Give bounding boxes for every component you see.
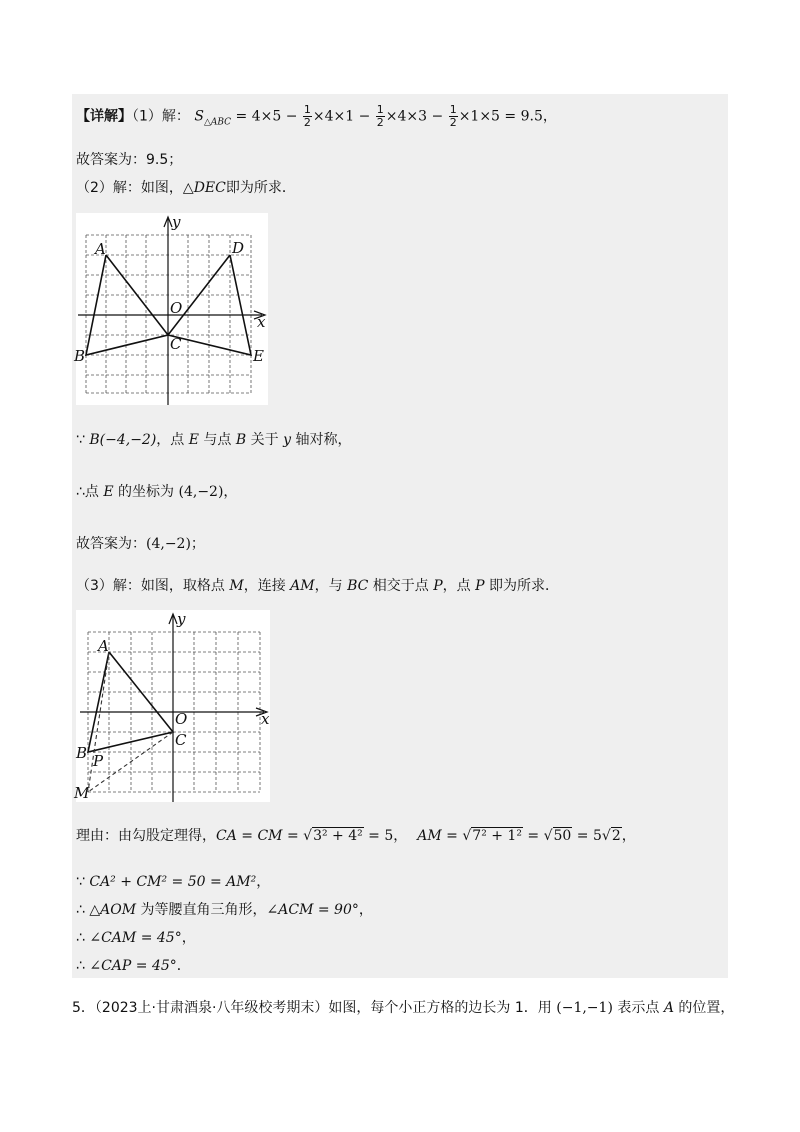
x-axis-label: x <box>261 710 270 728</box>
fraction-3: $\frac{1}{2}$ <box>449 103 457 129</box>
point-m-label: M <box>74 784 90 802</box>
figure-1 <box>76 213 268 405</box>
part2-intro: （2）解：如图，△DEC即为所求． <box>76 180 296 196</box>
expr-a: = 4×5 − <box>231 108 302 125</box>
part3-step3: ∴ ∠CAM = 45°， <box>76 930 196 946</box>
point-e-label: E <box>253 347 264 365</box>
origin-label: O <box>175 710 188 728</box>
origin-label: O <box>170 299 183 317</box>
triangle-abc <box>86 255 168 355</box>
point-a-label: A <box>98 637 109 655</box>
expr-c: ×4×3 − <box>385 108 448 125</box>
y-axis-label: y <box>177 610 186 628</box>
fraction-1: $\frac{1}{2}$ <box>303 103 311 129</box>
area-symbol: S <box>194 108 204 125</box>
part2-line2: ∴点 E 的坐标为 (4,−2)， <box>76 484 238 500</box>
question-5: 5．（2023上·甘肃酒泉·八年级校考期末）如图，每个小正方格的边长为 1．用 (−1,−1) 表示点 A 的位置， <box>72 1000 735 1016</box>
expr-b: ×4×1 − <box>312 108 375 125</box>
x-axis-label: x <box>257 313 266 331</box>
point-d-label: D <box>232 239 245 257</box>
part2-line1: ∵ B(−4,−2)，点 E 与点 B 关于 y 轴对称， <box>76 432 352 448</box>
part3-step2: ∴ △AOM 为等腰直角三角形，∠ACM = 90°， <box>76 902 373 918</box>
part3-step1: ∵ CA² + CM² = 50 = AM²， <box>76 874 271 890</box>
part3-reason: 理由：由勾股定理得，CA = CM = √3² + 4² = 5， AM = √7² + 1² = √50 = 5√2， <box>76 828 636 844</box>
part1-answer: 故答案为：9.5； <box>76 152 183 168</box>
fraction-2: $\frac{1}{2}$ <box>376 103 384 129</box>
expr-d: ×1×5 = 9.5 <box>458 108 543 125</box>
figure-2 <box>76 610 270 802</box>
area-subscript: △ABC <box>203 117 232 128</box>
part3-intro: （3）解：如图，取格点 M，连接 AM，与 BC 相交于点 P，点 P 即为所求． <box>76 578 559 594</box>
point-c-label: C <box>175 731 187 749</box>
detail-label: 【详解】 <box>76 108 132 125</box>
part1-end: ， <box>542 108 557 125</box>
triangle-dec: △DEC <box>182 180 226 196</box>
part1-prefix: （1）解： <box>132 108 190 125</box>
point-c-label: C <box>170 335 182 353</box>
coordinate-grid-2 <box>76 610 270 802</box>
coordinate-grid-1 <box>76 213 268 405</box>
part3-step4: ∴ ∠CAP = 45°． <box>76 958 191 974</box>
triangle-abc <box>88 652 173 752</box>
point-b-label: B <box>76 744 88 762</box>
y-axis-label: y <box>172 213 181 231</box>
point-b-label: B <box>74 347 86 365</box>
part2-answer: 故答案为：(4,−2)； <box>76 536 205 552</box>
part1-line <box>76 104 557 132</box>
segment-am <box>88 652 109 792</box>
point-p-label: P <box>93 752 104 770</box>
point-a-label: A <box>95 240 106 258</box>
